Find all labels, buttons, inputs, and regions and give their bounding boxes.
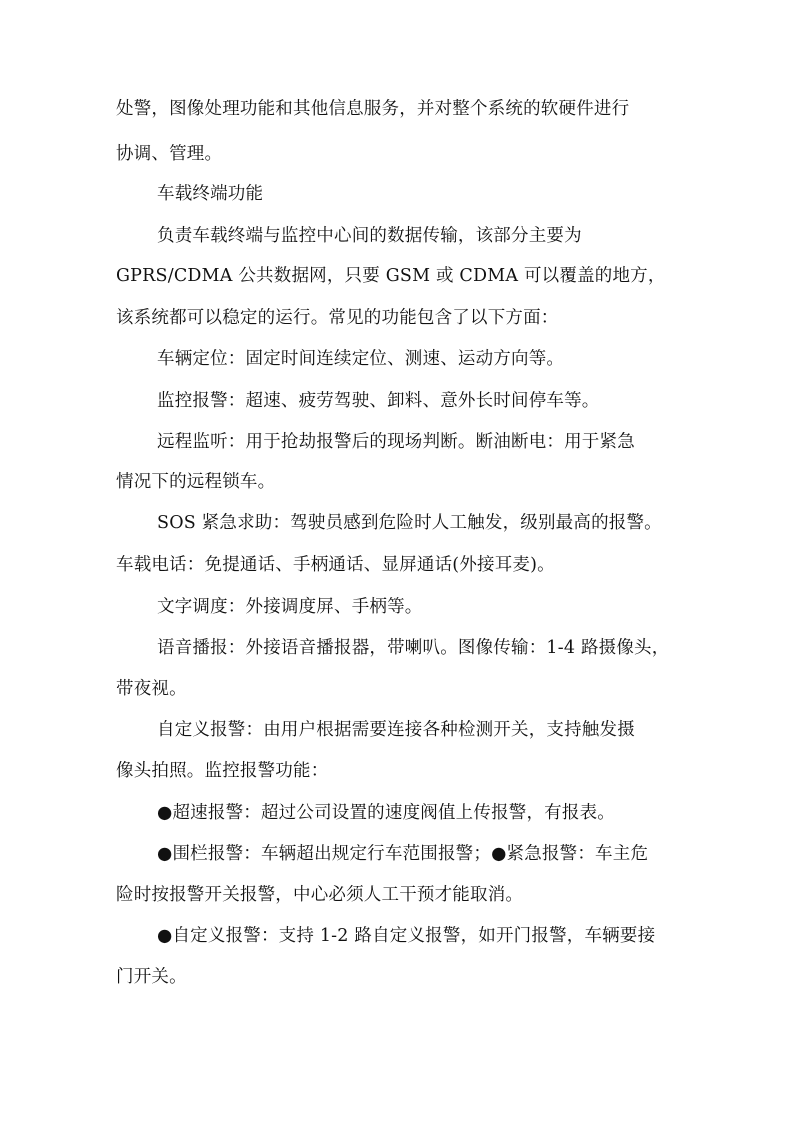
body-text-line: 负责车载终端与监控中心间的数据传输，该部分主要为	[157, 226, 582, 246]
body-text-line: 带夜视。	[116, 679, 187, 699]
feature-item: 车辆定位：固定时间连续定位、测速、运动方向等。	[157, 349, 565, 369]
feature-item: SOS 紧急求助：驾驶员感到危险时人工触发，级别最高的报警。	[157, 513, 662, 533]
body-text-line: 协调、管理。	[116, 144, 223, 164]
body-text-line: 该系统都可以稳定的运行。常见的功能包含了以下方面：	[116, 308, 559, 328]
feature-item: 自定义报警：由用户根据需要连接各种检测开关，支持触发摄	[157, 720, 635, 740]
bullet-item: ●自定义报警：支持 1-2 路自定义报警，如开门报警，车辆要接	[157, 926, 656, 946]
feature-item: 语音播报：外接语音播报器，带喇叭。图像传输：1-4 路摄像头，	[157, 638, 670, 658]
section-heading: 车载终端功能	[157, 184, 264, 204]
bullet-item: ●超速报警：超过公司设置的速度阀值上传报警，有报表。	[157, 803, 615, 823]
body-text-line: 处警，图像处理功能和其他信息服务，并对整个系统的软硬件进行	[116, 99, 630, 119]
body-text-line: 情况下的远程锁车。	[116, 472, 276, 492]
feature-item: 车载电话：免提通话、手柄通话、显屏通话(外接耳麦)。	[116, 555, 555, 575]
body-text-line: 险时按报警开关报警，中心必须人工干预才能取消。	[116, 885, 524, 905]
feature-item: 文字调度：外接调度屏、手柄等。	[157, 597, 423, 617]
body-text-line: 像头拍照。监控报警功能：	[116, 761, 329, 781]
body-text-line: GPRS/CDMA 公共数据网，只要 GSM 或 CDMA 可以覆盖的地方，	[116, 266, 666, 286]
feature-item: 监控报警：超速、疲劳驾驶、卸料、意外长时间停车等。	[157, 391, 600, 411]
feature-item: 远程监听：用于抢劫报警后的现场判断。断油断电：用于紧急	[157, 432, 635, 452]
bullet-item: ●围栏报警：车辆超出规定行车范围报警；●紧急报警：车主危	[157, 844, 649, 864]
body-text-line: 门开关。	[116, 967, 187, 987]
